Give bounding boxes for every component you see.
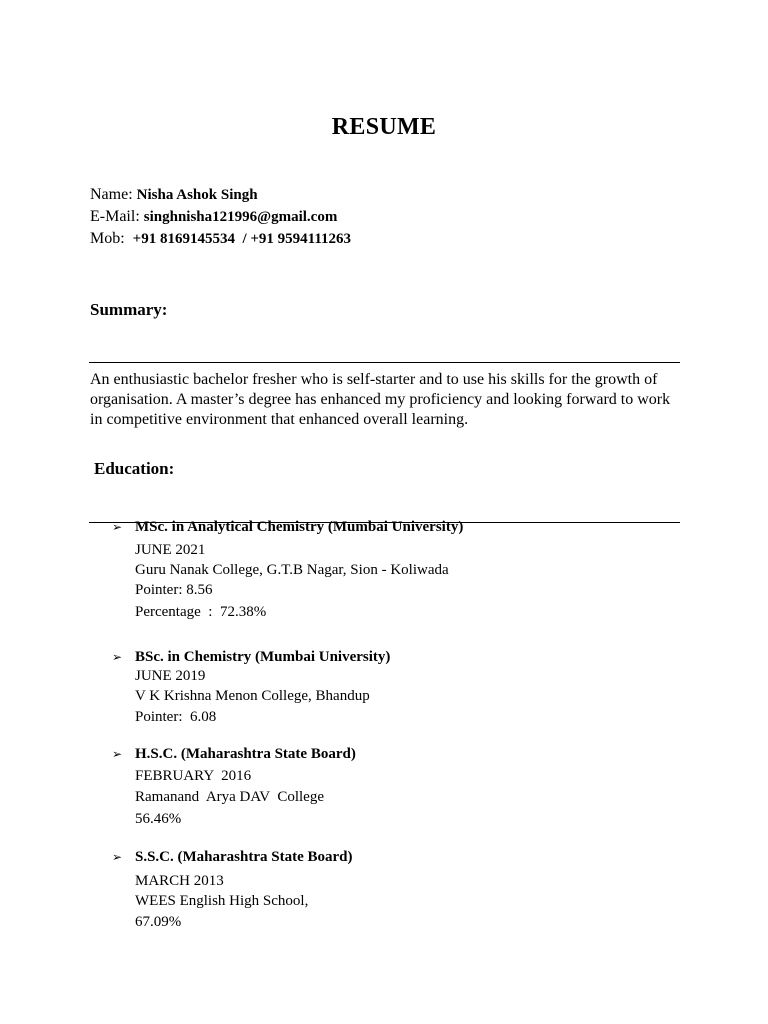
email-label: E-Mail:	[90, 208, 144, 225]
name-row	[90, 184, 351, 206]
education-percentage: 67.09%	[135, 914, 182, 930]
summary-divider	[89, 362, 680, 363]
education-pointer: Pointer: 8.56	[135, 582, 213, 598]
summary-text: An enthusiastic bachelor fresher who is self-starter and to use his skills for the growth of organisation. A master’s degree has enhanced my proficiency and looking forward to work in competitive environment that enhanced overall learning.	[90, 371, 671, 428]
bullet-arrow-icon: ➢	[112, 650, 123, 664]
education-institution: WEES English High School,	[135, 893, 309, 909]
education-institution: Ramanand Arya DAV College	[135, 789, 325, 805]
education-pointer: Pointer: 6.08	[135, 709, 217, 725]
education-title: BSc. in Chemistry (Mumbai University)	[135, 649, 391, 665]
education-percentage: 56.46%	[135, 811, 182, 827]
bullet-arrow-icon: ➢	[112, 850, 123, 864]
education-percentage: Percentage : 72.38%	[135, 604, 267, 620]
education-date: FEBRUARY 2016	[135, 768, 252, 784]
bullet-arrow-icon: ➢	[112, 747, 123, 761]
summary-heading: Summary:	[90, 300, 168, 319]
bullet-arrow-icon: ➢	[112, 520, 123, 534]
mobile-label: Mob:	[90, 230, 133, 247]
email-value: singhnisha121996@gmail.com	[143, 209, 338, 225]
education-title: S.S.C. (Maharashtra State Board)	[135, 849, 353, 865]
education-date: MARCH 2013	[135, 873, 224, 889]
education-title: H.S.C. (Maharashtra State Board)	[135, 746, 356, 762]
education-date: JUNE 2019	[135, 668, 206, 684]
education-institution: Guru Nanak College, G.T.B Nagar, Sion - Koliwada	[135, 562, 449, 578]
name-label: Name:	[90, 186, 137, 203]
education-date: JUNE 2021	[135, 542, 206, 558]
page-title: RESUME	[331, 114, 437, 140]
contact-block	[90, 184, 351, 250]
name-value: Nisha Ashok Singh	[136, 187, 258, 203]
education-heading: Education:	[94, 459, 175, 478]
mobile-value: +91 8169145534 / +91 9594111263	[132, 231, 352, 247]
education-institution: V K Krishna Menon College, Bhandup	[135, 688, 370, 704]
mobile-row	[90, 228, 351, 250]
email-row	[90, 206, 351, 228]
education-title: MSc. in Analytical Chemistry (Mumbai University)	[135, 519, 464, 535]
